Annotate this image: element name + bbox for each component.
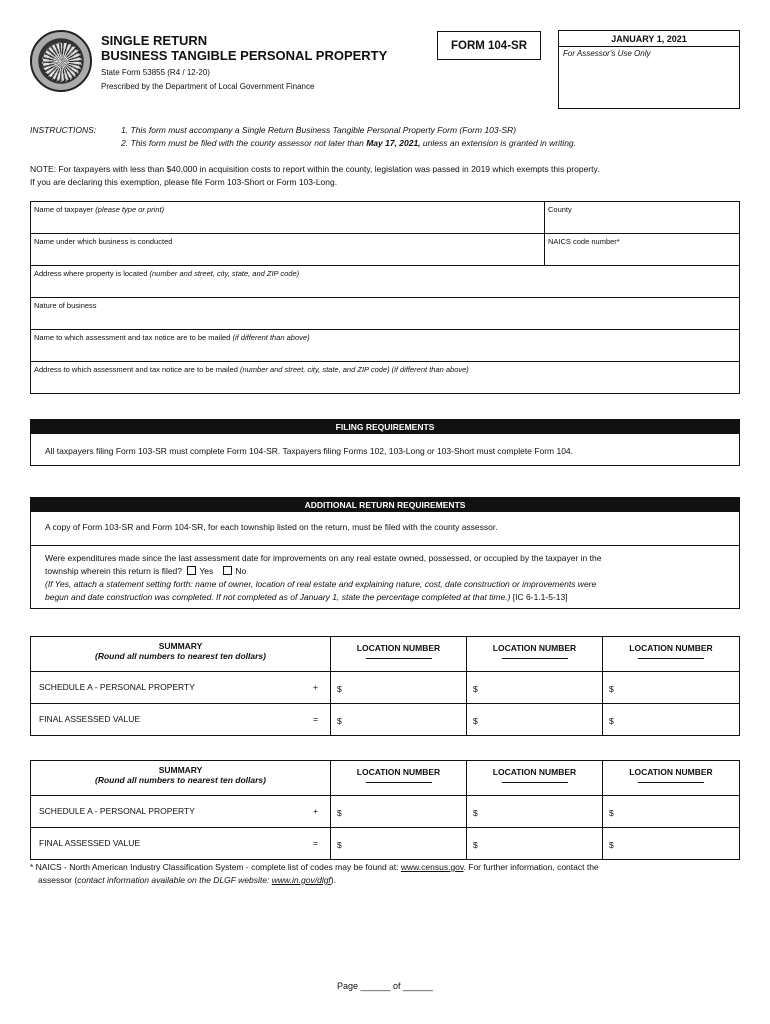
mail-name-field[interactable]: Name to which assessment and tax notice are to be mailed (if different than above) bbox=[31, 330, 739, 362]
schedule-a-input-1[interactable]: $ bbox=[331, 672, 467, 704]
additional-text-2: Were expenditures made since the last assessment date for improvements on any real estate owned, possessed, or occupied by the taxpayer in the township wherein this return is filed? Yes No (If Yes, attach a statement setting forth: name of owner, location of real estate and explaining nature, cost, date construction or improvements were begun and date construction was completed. If not completed as of January 1, state the percentage completed at that time.) [IC 6-1.1-5-13] bbox=[45, 553, 602, 602]
prescribed-by: Prescribed by the Department of Local Government Finance bbox=[101, 82, 315, 91]
property-address-field[interactable]: Address where property is located (number and street, city, state, and ZIP code) bbox=[31, 266, 739, 298]
schedule-a-input-6[interactable]: $ bbox=[603, 796, 740, 828]
no-checkbox[interactable] bbox=[223, 566, 232, 575]
location-number-1[interactable]: LOCATION NUMBER bbox=[331, 637, 467, 672]
note-line-2: If you are declaring this exemption, please file Form 103-Short or Form 103-Long. bbox=[30, 177, 338, 187]
summary-title: SUMMARY bbox=[158, 641, 203, 651]
filing-requirements-heading: FILING REQUIREMENTS bbox=[31, 420, 739, 434]
business-name-field[interactable]: Name under which business is conducted NAICS code number* bbox=[31, 234, 739, 266]
final-value-input-2[interactable]: $ bbox=[467, 704, 603, 736]
note-line-1: NOTE: For taxpayers with less than $40,000 in acquisition costs to report within the county, legislation was passed in 2019 which exempts this property. bbox=[30, 164, 600, 174]
summary-title: SUMMARY bbox=[158, 765, 203, 775]
additional-requirements-heading: ADDITIONAL RETURN REQUIREMENTS bbox=[31, 498, 739, 512]
no-label: No bbox=[235, 566, 247, 576]
taxpayer-info-grid bbox=[30, 201, 740, 394]
additional-text-1: A copy of Form 103-SR and Form 104-SR, for each township listed on the return, must be filed with the county assessor. bbox=[31, 512, 739, 546]
filing-requirements-section bbox=[30, 419, 740, 466]
schedule-a-input-2[interactable]: $ bbox=[467, 672, 603, 704]
state-seal-icon bbox=[30, 30, 92, 92]
instruction-item-1: 1. This form must accompany a Single Return Business Tangible Personal Property Form (Form 103-SR) bbox=[121, 125, 517, 135]
form-number-box bbox=[437, 31, 541, 60]
assessor-box[interactable] bbox=[558, 30, 740, 109]
assessor-use-label: For Assessor's Use Only bbox=[563, 49, 651, 58]
filing-requirements-text: All taxpayers filing Form 103-SR must complete Form 104-SR. Taxpayers filing Forms 102, 103-Long or 103-Short must complete Form 104. bbox=[45, 446, 574, 456]
summary-table-1 bbox=[30, 636, 740, 736]
mail-address-field[interactable]: Address to which assessment and tax notice are to be mailed (number and street, city, state, and ZIP code) (if different than above) bbox=[31, 362, 739, 394]
nature-of-business-field[interactable]: Nature of business bbox=[31, 298, 739, 330]
final-value-row-label: FINAL ASSESSED VALUE = bbox=[31, 828, 331, 860]
naics-label: NAICS code number* bbox=[548, 237, 620, 246]
assessment-date: JANUARY 1, 2021 bbox=[559, 34, 739, 47]
form-number: FORM 104-SR bbox=[450, 39, 528, 52]
final-value-input-5[interactable]: $ bbox=[467, 828, 603, 860]
naics-footnote: * NAICS - North American Industry Classification System - complete list of codes may be found at: www.census.gov. For further information, contact the assessor (contact information available on the DLGF website: www.in.gov/dlgf). bbox=[30, 862, 599, 885]
summary-subtitle: (Round all numbers to nearest ten dollars) bbox=[95, 651, 266, 661]
additional-requirements-section bbox=[30, 497, 740, 609]
final-value-input-1[interactable]: $ bbox=[331, 704, 467, 736]
form-title bbox=[101, 33, 387, 63]
final-value-row-label: FINAL ASSESSED VALUE = bbox=[31, 704, 331, 736]
final-value-input-4[interactable]: $ bbox=[331, 828, 467, 860]
schedule-a-input-4[interactable]: $ bbox=[331, 796, 467, 828]
location-number-3[interactable]: LOCATION NUMBER bbox=[603, 637, 740, 672]
location-number-4[interactable]: LOCATION NUMBER bbox=[331, 761, 467, 796]
summary-table-2 bbox=[30, 760, 740, 860]
yes-checkbox[interactable] bbox=[187, 566, 196, 575]
final-value-input-3[interactable]: $ bbox=[603, 704, 740, 736]
title-line-1: SINGLE RETURN bbox=[101, 33, 208, 48]
summary-subtitle: (Round all numbers to nearest ten dollars) bbox=[95, 775, 266, 785]
schedule-a-row-label: SCHEDULE A - PERSONAL PROPERTY + bbox=[31, 672, 331, 704]
title-line-2: BUSINESS TANGIBLE PERSONAL PROPERTY bbox=[101, 48, 388, 63]
census-link[interactable]: www.census.gov bbox=[400, 862, 464, 872]
location-number-2[interactable]: LOCATION NUMBER bbox=[467, 637, 603, 672]
taxpayer-name-field[interactable]: Name of taxpayer (please type or print) County bbox=[31, 202, 739, 234]
instructions-label: INSTRUCTIONS: bbox=[30, 125, 97, 135]
location-number-6[interactable]: LOCATION NUMBER bbox=[603, 761, 740, 796]
page-number: Page ______ of ______ bbox=[336, 981, 434, 991]
final-value-input-6[interactable]: $ bbox=[603, 828, 740, 860]
state-form-number: State Form 53855 (R4 / 12-20) bbox=[101, 68, 210, 77]
instruction-item-2: 2. This form must be filed with the county assessor not later than May 17, 2021, unless an extension is granted in writing. bbox=[121, 138, 577, 148]
schedule-a-input-3[interactable]: $ bbox=[603, 672, 740, 704]
dlgf-link[interactable]: www.in.gov/dlgf bbox=[271, 875, 331, 885]
county-label: County bbox=[548, 205, 572, 214]
yes-label: Yes bbox=[199, 566, 214, 576]
schedule-a-row-label: SCHEDULE A - PERSONAL PROPERTY + bbox=[31, 796, 331, 828]
schedule-a-input-5[interactable]: $ bbox=[467, 796, 603, 828]
location-number-5[interactable]: LOCATION NUMBER bbox=[467, 761, 603, 796]
